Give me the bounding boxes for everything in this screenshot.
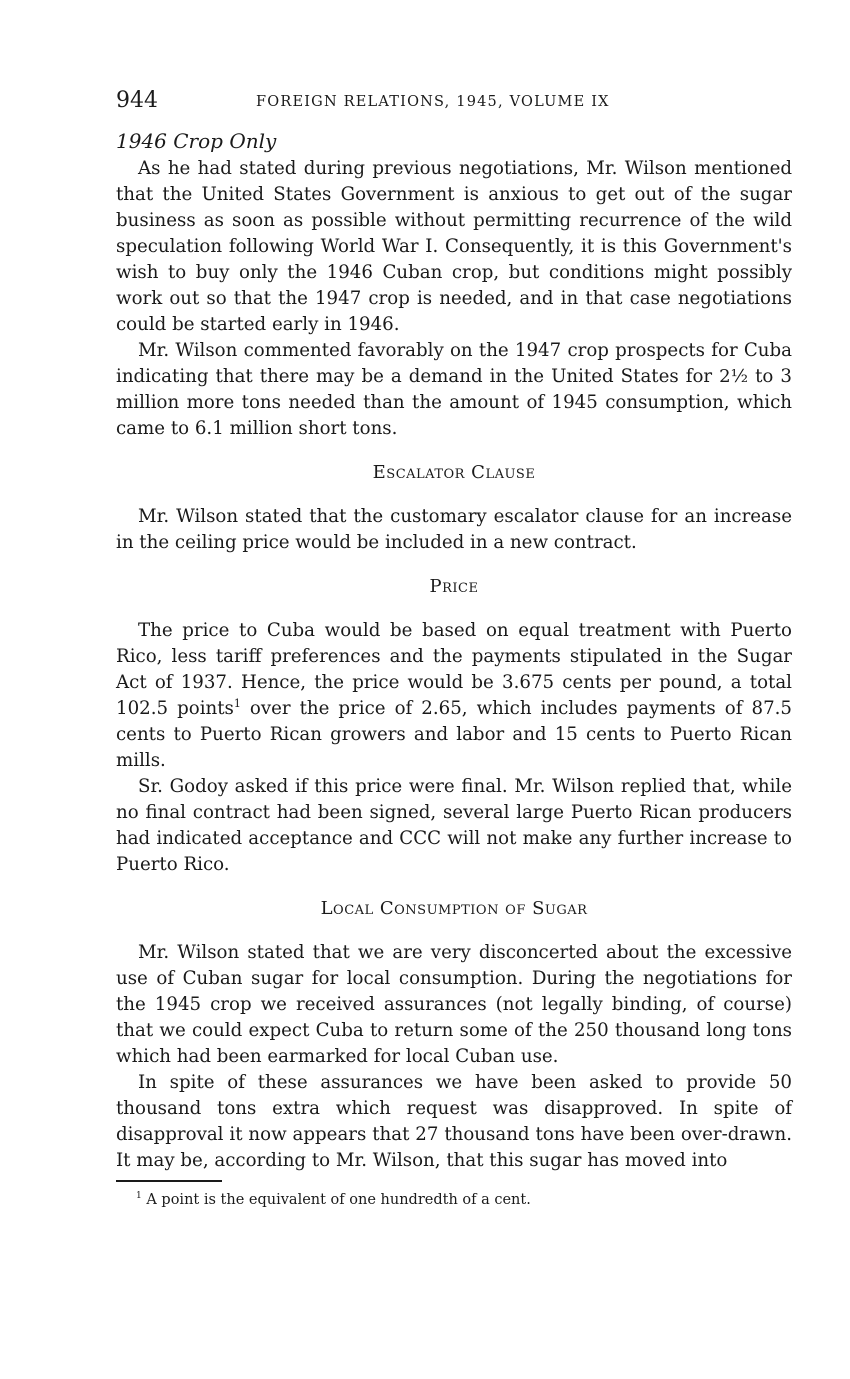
footnote-text: A point is the equivalent of one hundredth of a cent. xyxy=(146,1192,531,1208)
page-number: 944 xyxy=(116,88,158,113)
paragraph-escalator-1: Mr. Wilson stated that the customary escalator clause for an increase in the ceiling price would be included in a new contract. xyxy=(116,506,792,553)
heading-price: Price xyxy=(429,576,479,597)
paragraph-1946-crop-1: As he had stated during previous negotiations, Mr. Wilson mentioned that the United States Government is anxious to get out of the sugar business as soon as possible without permitting recurrence of the wild speculation following World War I. Consequently, it is this Government's wish to buy only the 1946 Cuban crop, but conditions might possibly work out so that the 1947 crop is needed, and in that case negotiations could be started early in 1946. xyxy=(116,158,792,335)
heading-local-consumption: Local Consumption of Sugar xyxy=(320,898,588,919)
fraction-text: 2½ xyxy=(719,366,749,387)
paragraph-text: The price to Cuba would be based on equal treatment with Puerto Rico, less tariff preferences and the payments stipulated in the Sugar Act of 1937. Hence, the price would be 3.675 cents per pound, a total 102.5 points xyxy=(116,620,792,719)
subhead-1946-crop: 1946 Crop Only xyxy=(116,129,277,153)
footnote-reference: 1 xyxy=(233,696,241,710)
paragraph-price-2: Sr. Godoy asked if this price were final. Mr. Wilson replied that, while no final contract had been signed, several large Puerto Rican producers had indicated acceptance and CCC will not make any further increase to Puerto Rico. xyxy=(116,776,792,875)
footnote-marker: 1 xyxy=(136,1191,142,1202)
paragraph-local-consumption-2: In spite of these assurances we have been asked to provide 50 thousand tons extra which request was disapproved. In spite of disapproval it now appears that 27 thousand tons have been over-drawn. It may be, according to Mr. Wilson, that this sugar has moved into xyxy=(116,1072,792,1171)
heading-escalator-clause: Escalator Clause xyxy=(372,462,536,483)
footnote-divider xyxy=(116,1180,222,1182)
paragraph-text: Mr. Wilson commented favorably on the 1947 crop prospects for Cuba indicating that there may be a demand in the United States for xyxy=(116,340,792,387)
page-header xyxy=(116,88,792,118)
paragraph-local-consumption-1: Mr. Wilson stated that we are very disconcerted about the excessive use of Cuban sugar for local consumption. During the negotiations for the 1945 crop we received assurances (not legally binding, of course) that we could expect Cuba to return some of the 250 thousand long tons which had been earmarked for local Cuban use. xyxy=(116,942,792,1067)
paragraph-price-1 xyxy=(116,618,792,774)
paragraph-1946-crop-2 xyxy=(116,338,792,442)
footnote xyxy=(116,1190,792,1210)
document-page xyxy=(116,88,792,1210)
running-head: FOREIGN RELATIONS, 1945, VOLUME IX xyxy=(256,94,610,110)
paragraph-text: to 3 million more tons needed than the amount of 1945 consumption, which came to 6.1 million short tons. xyxy=(116,366,792,439)
paragraph-text: over the price of 2.65, which includes payments of 87.5 cents to Puerto Rican growers and labor and 15 cents to Puerto Rican mills. xyxy=(116,698,792,771)
